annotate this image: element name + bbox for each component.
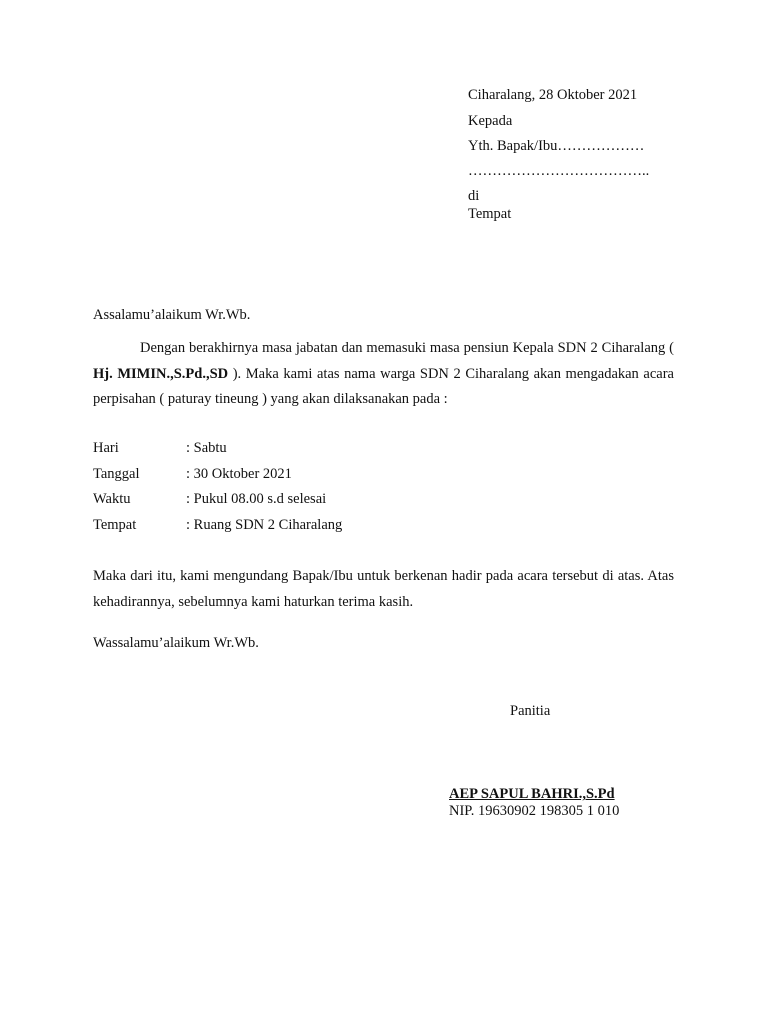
body-paragraph xyxy=(93,336,674,413)
closing-paragraph: Maka dari itu, kami mengundang Bapak/Ibu untuk berkenan hadir pada acara tersebut di atas. Atas kehadirannya, sebelumnya kami haturkan terima kasih. xyxy=(93,568,674,610)
detail-value: : Sabtu xyxy=(186,440,227,456)
signer-name: AEP SAPUL BAHRI.,S.Pd xyxy=(449,786,615,802)
detail-label: Hari xyxy=(93,440,119,456)
body-text-part1: Dengan berakhirnya masa jabatan dan memasuki masa pensiun Kepala SDN 2 Ciharalang ( xyxy=(140,340,674,356)
farewell: Wassalamu’alaikum Wr.Wb. xyxy=(93,635,259,651)
detail-value: : Ruang SDN 2 Ciharalang xyxy=(186,517,343,533)
detail-label: Tanggal xyxy=(93,466,140,482)
detail-label: Waktu xyxy=(93,491,131,507)
detail-value: : 30 Oktober 2021 xyxy=(186,466,292,482)
to-label: Kepada xyxy=(468,113,513,129)
committee-label: Panitia xyxy=(510,703,551,719)
recipient-dots: ……………………………….. xyxy=(468,163,650,179)
greeting: Assalamu’alaikum Wr.Wb. xyxy=(93,307,251,323)
recipient-di: di xyxy=(468,188,480,204)
body-text-part2: ). Maka kami atas nama warga SDN 2 Ciharalang akan mengadakan acara perpisahan ( paturay tineung ) yang akan dilaksanakan pada : xyxy=(93,365,674,407)
detail-label: Tempat xyxy=(93,517,137,533)
detail-value: : Pukul 08.00 s.d selesai xyxy=(186,491,327,507)
recipient-place: Tempat xyxy=(468,206,512,222)
recipient-line: Yth. Bapak/Ibu……………… xyxy=(468,138,645,154)
honoree-name: Hj. MIMIN.,S.Pd.,SD xyxy=(93,365,229,382)
place-date: Ciharalang, 28 Oktober 2021 xyxy=(468,87,638,103)
signer-nip: NIP. 19630902 198305 1 010 xyxy=(449,803,620,819)
